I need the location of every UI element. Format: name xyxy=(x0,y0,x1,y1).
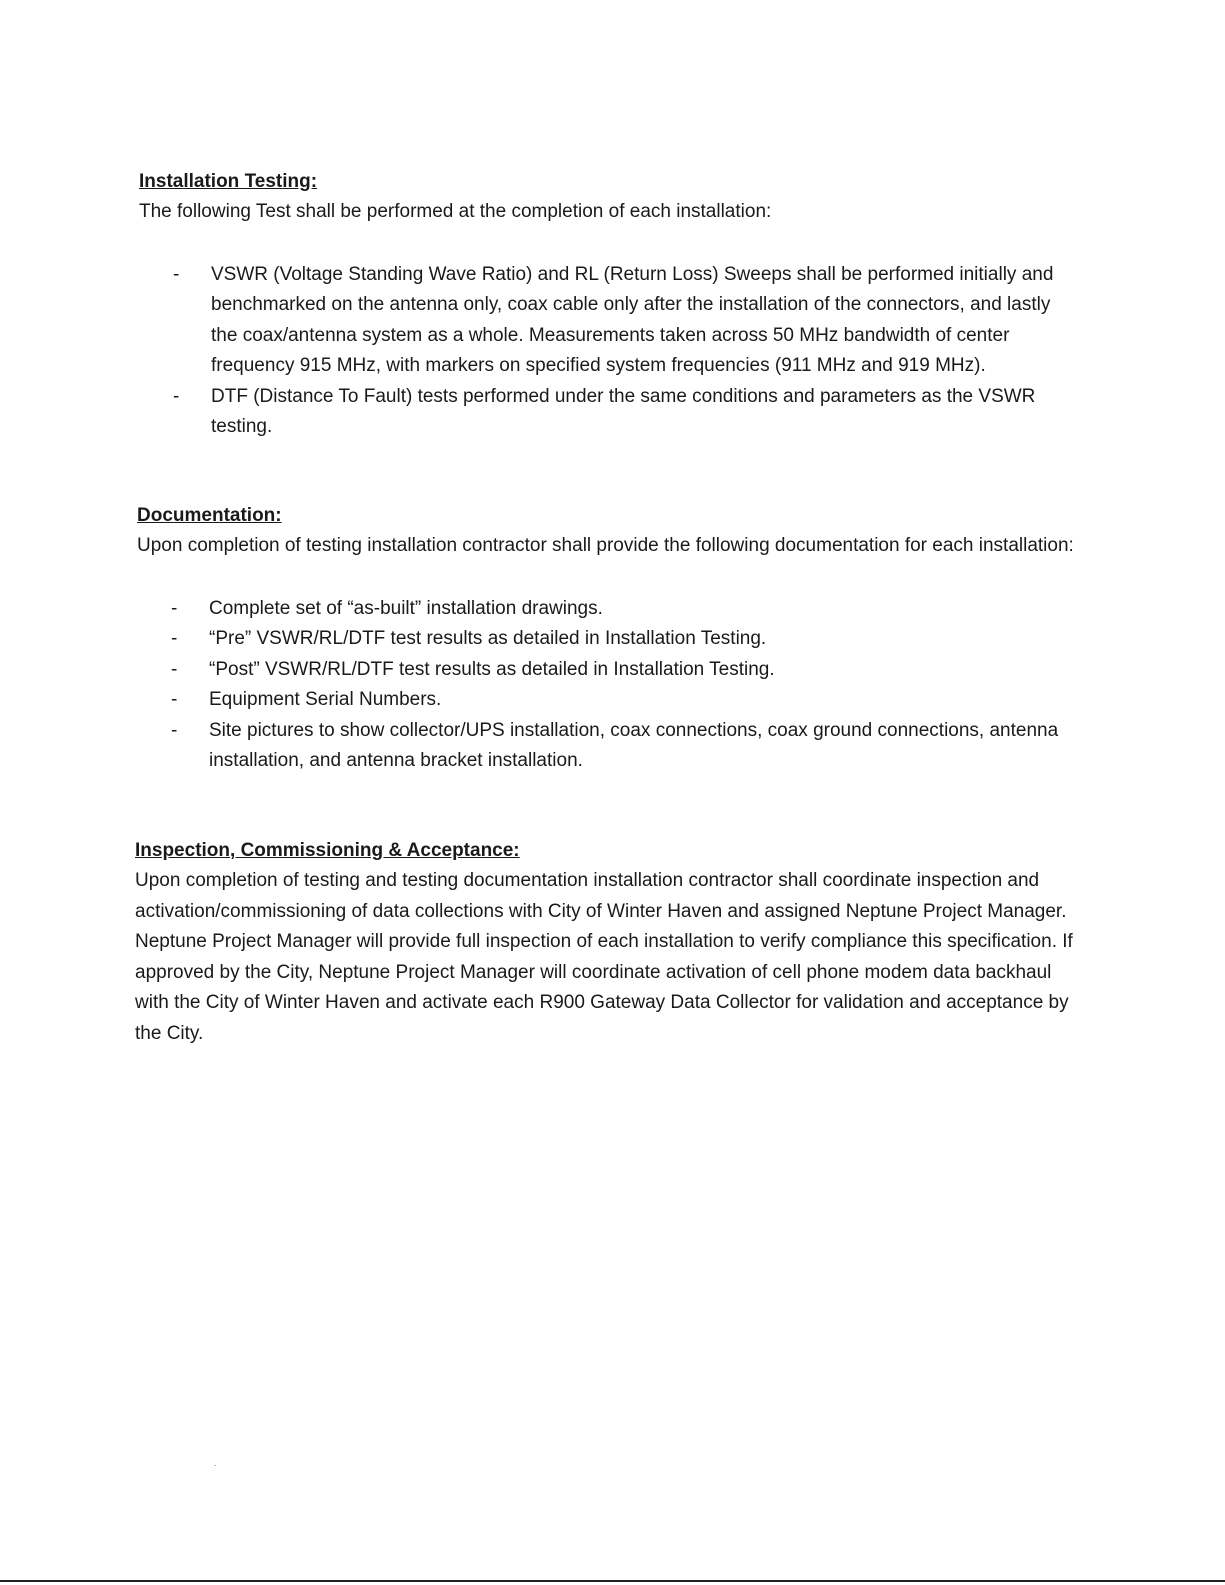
scan-speck xyxy=(214,1465,216,1466)
inspection-section xyxy=(135,836,1085,1049)
installation-testing-heading: Installation Testing: xyxy=(139,171,318,192)
documentation-heading: Documentation: xyxy=(137,505,282,526)
list-item: - DTF (Distance To Fault) tests performed under the same conditions and parameters as the VSWR testing. xyxy=(139,382,1079,443)
inspection-heading: Inspection, Commissioning & Acceptance: xyxy=(135,840,520,861)
inspection-body: Upon completion of testing and testing documentation installation contractor shall coordinate inspection and activation/commissioning of data collections with City of Winter Haven and assigned Neptune Project Manager. Neptune Project Manager will provide full inspection of each installation to verify compliance this specification. If approved by the City, Neptune Project Manager will coordinate activation of cell phone modem data backhaul with the City of Winter Haven and activate each R900 Gateway Data Collector for validation and acceptance by the City. xyxy=(135,870,1073,1044)
documentation-section xyxy=(137,501,1077,777)
installation-testing-section xyxy=(139,167,1079,443)
dash-bullet: - xyxy=(173,385,180,407)
documentation-intro: Upon completion of testing installation contractor shall provide the following documentation for each installation: xyxy=(137,535,1074,556)
dash-bullet: - xyxy=(171,658,178,680)
page-bottom-rule xyxy=(0,1580,1225,1582)
dash-bullet: - xyxy=(171,719,178,741)
list-item: - “Pre” VSWR/RL/DTF test results as detailed in Installation Testing. xyxy=(137,624,1077,655)
installation-testing-intro: The following Test shall be performed at the completion of each installation: xyxy=(139,201,772,222)
list-item: - Equipment Serial Numbers. xyxy=(137,685,1077,716)
dash-bullet: - xyxy=(171,689,178,710)
list-item: - “Post” VSWR/RL/DTF test results as detailed in Installation Testing. xyxy=(137,655,1077,686)
list-item: - Site pictures to show collector/UPS installation, coax connections, coax ground connections, antenna installation, and antenna bracket installation. xyxy=(137,716,1077,777)
list-item: - Complete set of “as-built” installation drawings. xyxy=(137,594,1077,625)
dash-bullet: - xyxy=(171,628,178,649)
list-item: - VSWR (Voltage Standing Wave Ratio) and RL (Return Loss) Sweeps shall be performed initially and benchmarked on the antenna only, coax cable only after the installation of the connectors, and lastly the coax/antenna system as a whole. Measurements taken across 50 MHz bandwidth of center frequency 915 MHz, with markers on specified system frequencies (911 MHz and 919 MHz). xyxy=(139,260,1079,382)
dash-bullet: - xyxy=(171,597,178,619)
dash-bullet: - xyxy=(173,263,180,285)
documentation-list xyxy=(137,594,1077,777)
installation-testing-list xyxy=(139,260,1079,443)
